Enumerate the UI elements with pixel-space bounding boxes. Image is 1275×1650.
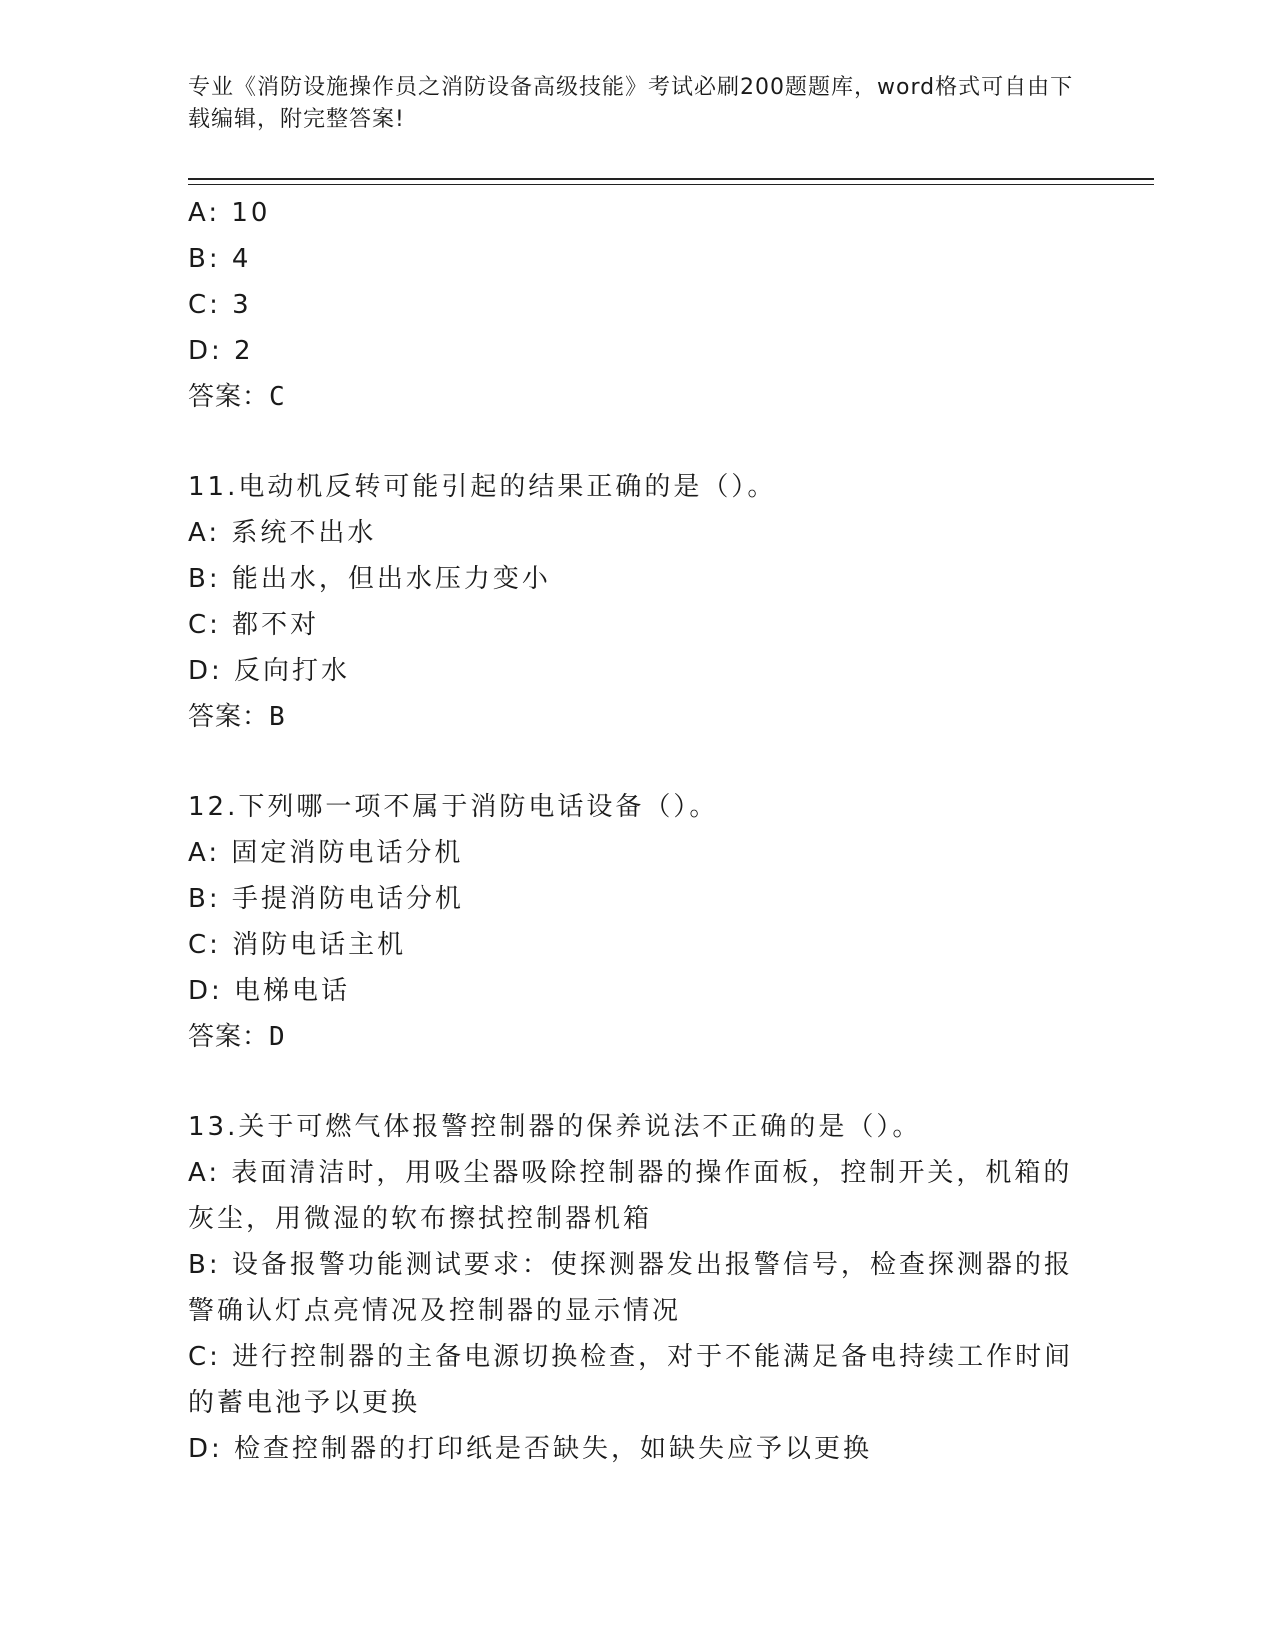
option-d: D: 2 [188,336,254,366]
option-c: C: 进行控制器的主备电源切换检查，对于不能满足备电持续工作时间的蓄电池予以更换 [188,1342,1074,1418]
question-stem: 11.电动机反转可能引起的结果正确的是（）。 [188,472,777,502]
answer-value: D [269,1022,286,1052]
answer-value: C [269,382,286,412]
option-b: B: 4 [188,244,252,274]
question-10 [188,190,1088,420]
answer-label: 答案： [188,702,270,732]
option-a: A: 表面清洁时，用吸尘器吸除控制器的操作面板，控制开关，机箱的灰尘，用微湿的软布擦拭控制器机箱 [188,1158,1073,1234]
answer-line [188,1014,1088,1060]
option-b: B: 能出水，但出水压力变小 [188,564,551,594]
option-b: B: 手提消防电话分机 [188,884,464,914]
question-11 [188,464,1088,740]
document-body [188,190,1088,1472]
option-b: B: 设备报警功能测试要求：使探测器发出报警信号，检查探测器的报警确认灯点亮情况及控制器的显示情况 [188,1250,1073,1326]
option-d: D: 电梯电话 [188,976,351,1006]
answer-line [188,694,1088,740]
document-header [188,72,1088,136]
answer-line [188,374,1088,420]
header-rule-thin [188,184,1154,185]
option-d: D: 检查控制器的打印纸是否缺失，如缺失应予以更换 [188,1434,873,1464]
option-c: C: 都不对 [188,610,320,640]
answer-value: B [269,702,286,732]
option-a: A: 固定消防电话分机 [188,838,464,868]
option-a: A: 系统不出水 [188,518,377,548]
question-13 [188,1104,1088,1472]
answer-label: 答案： [188,1022,270,1052]
option-c: C: 3 [188,290,252,320]
header-text: 专业《消防设施操作员之消防设备高级技能》考试必刷200题题库，word格式可自由下载编辑，附完整答案! [188,75,1074,132]
option-d: D: 反向打水 [188,656,351,686]
header-rule-thick [188,178,1154,180]
option-c: C: 消防电话主机 [188,930,407,960]
answer-label: 答案： [188,382,270,412]
question-stem: 12.下列哪一项不属于消防电话设备（）。 [188,792,719,822]
question-12 [188,784,1088,1060]
option-a: A: 10 [188,198,271,228]
question-stem: 13.关于可燃气体报警控制器的保养说法不正确的是（）。 [188,1112,922,1142]
